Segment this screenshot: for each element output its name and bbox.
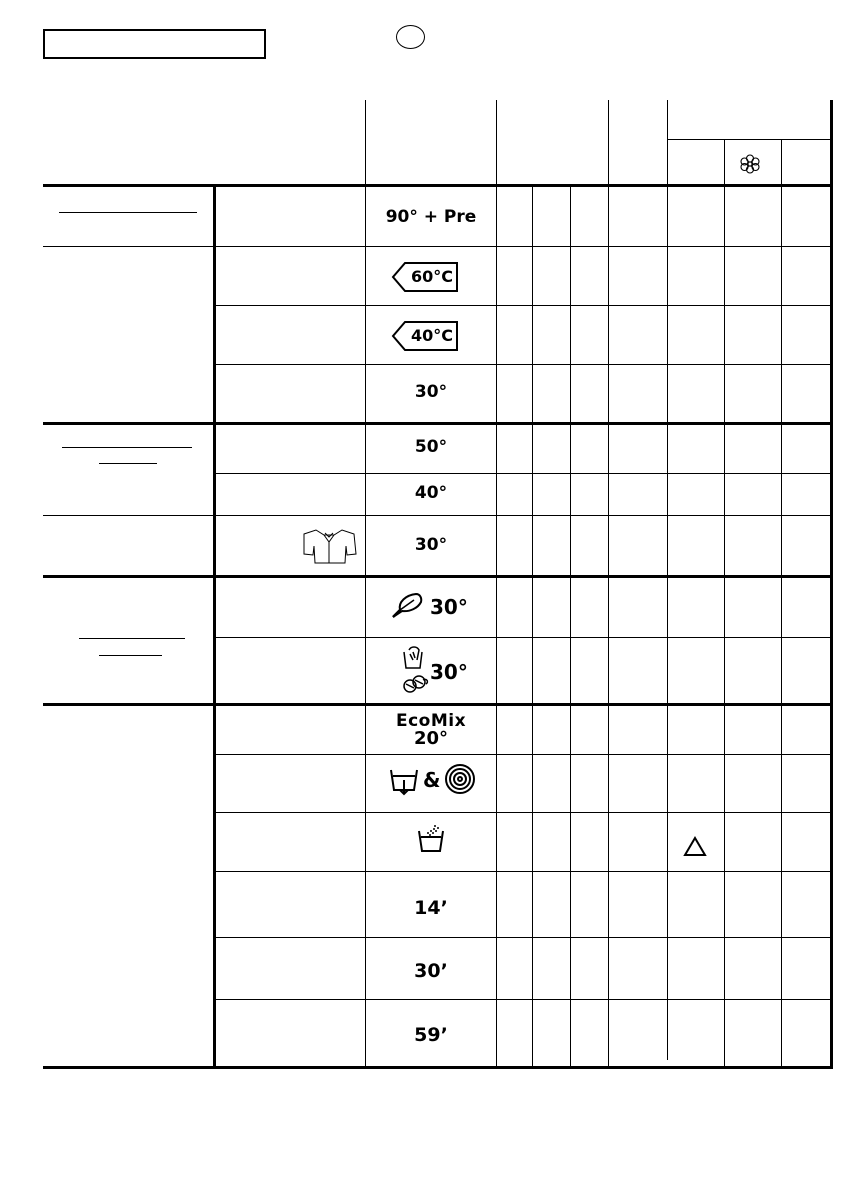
program-40: 40° bbox=[414, 483, 448, 503]
program-90-pre: 90° + Pre bbox=[385, 207, 477, 227]
program-40c-label: 40°C bbox=[410, 326, 453, 345]
feather-icon bbox=[390, 590, 426, 620]
program-ecomix bbox=[366, 712, 496, 748]
program-30-min: 30’ bbox=[414, 960, 448, 982]
rinse-shower-tub-icon bbox=[417, 823, 445, 855]
program-wool-30: 30° bbox=[430, 660, 468, 684]
handwash-wool-icon bbox=[401, 644, 431, 696]
program-60c-label: 60°C bbox=[410, 267, 453, 286]
triangle-warning-icon bbox=[683, 836, 707, 857]
program-40c-energy bbox=[391, 320, 461, 352]
header-title-box bbox=[43, 29, 266, 59]
program-60c-energy bbox=[391, 261, 461, 293]
drain-tub-icon bbox=[389, 766, 419, 796]
program-feather-30: 30° bbox=[430, 595, 468, 619]
group-label-line bbox=[59, 212, 197, 213]
spin-spiral-icon bbox=[444, 763, 476, 795]
program-shirts-30: 30° bbox=[414, 535, 448, 555]
program-59-min: 59’ bbox=[414, 1024, 448, 1046]
language-circle bbox=[396, 25, 425, 49]
group-label-line bbox=[62, 447, 192, 448]
ecomix-label: EcoMix bbox=[395, 711, 467, 731]
program-50: 50° bbox=[414, 437, 448, 457]
drain-spin-amp: & bbox=[423, 768, 441, 792]
program-14-min: 14’ bbox=[414, 897, 448, 919]
program-30: 30° bbox=[414, 382, 448, 402]
flower-icon bbox=[739, 153, 761, 175]
group-label-line bbox=[99, 463, 157, 464]
shirt-icon bbox=[301, 528, 359, 566]
ecomix-temp: 20° bbox=[413, 728, 449, 749]
group-label-line bbox=[99, 655, 162, 656]
group-label-line bbox=[79, 638, 185, 639]
